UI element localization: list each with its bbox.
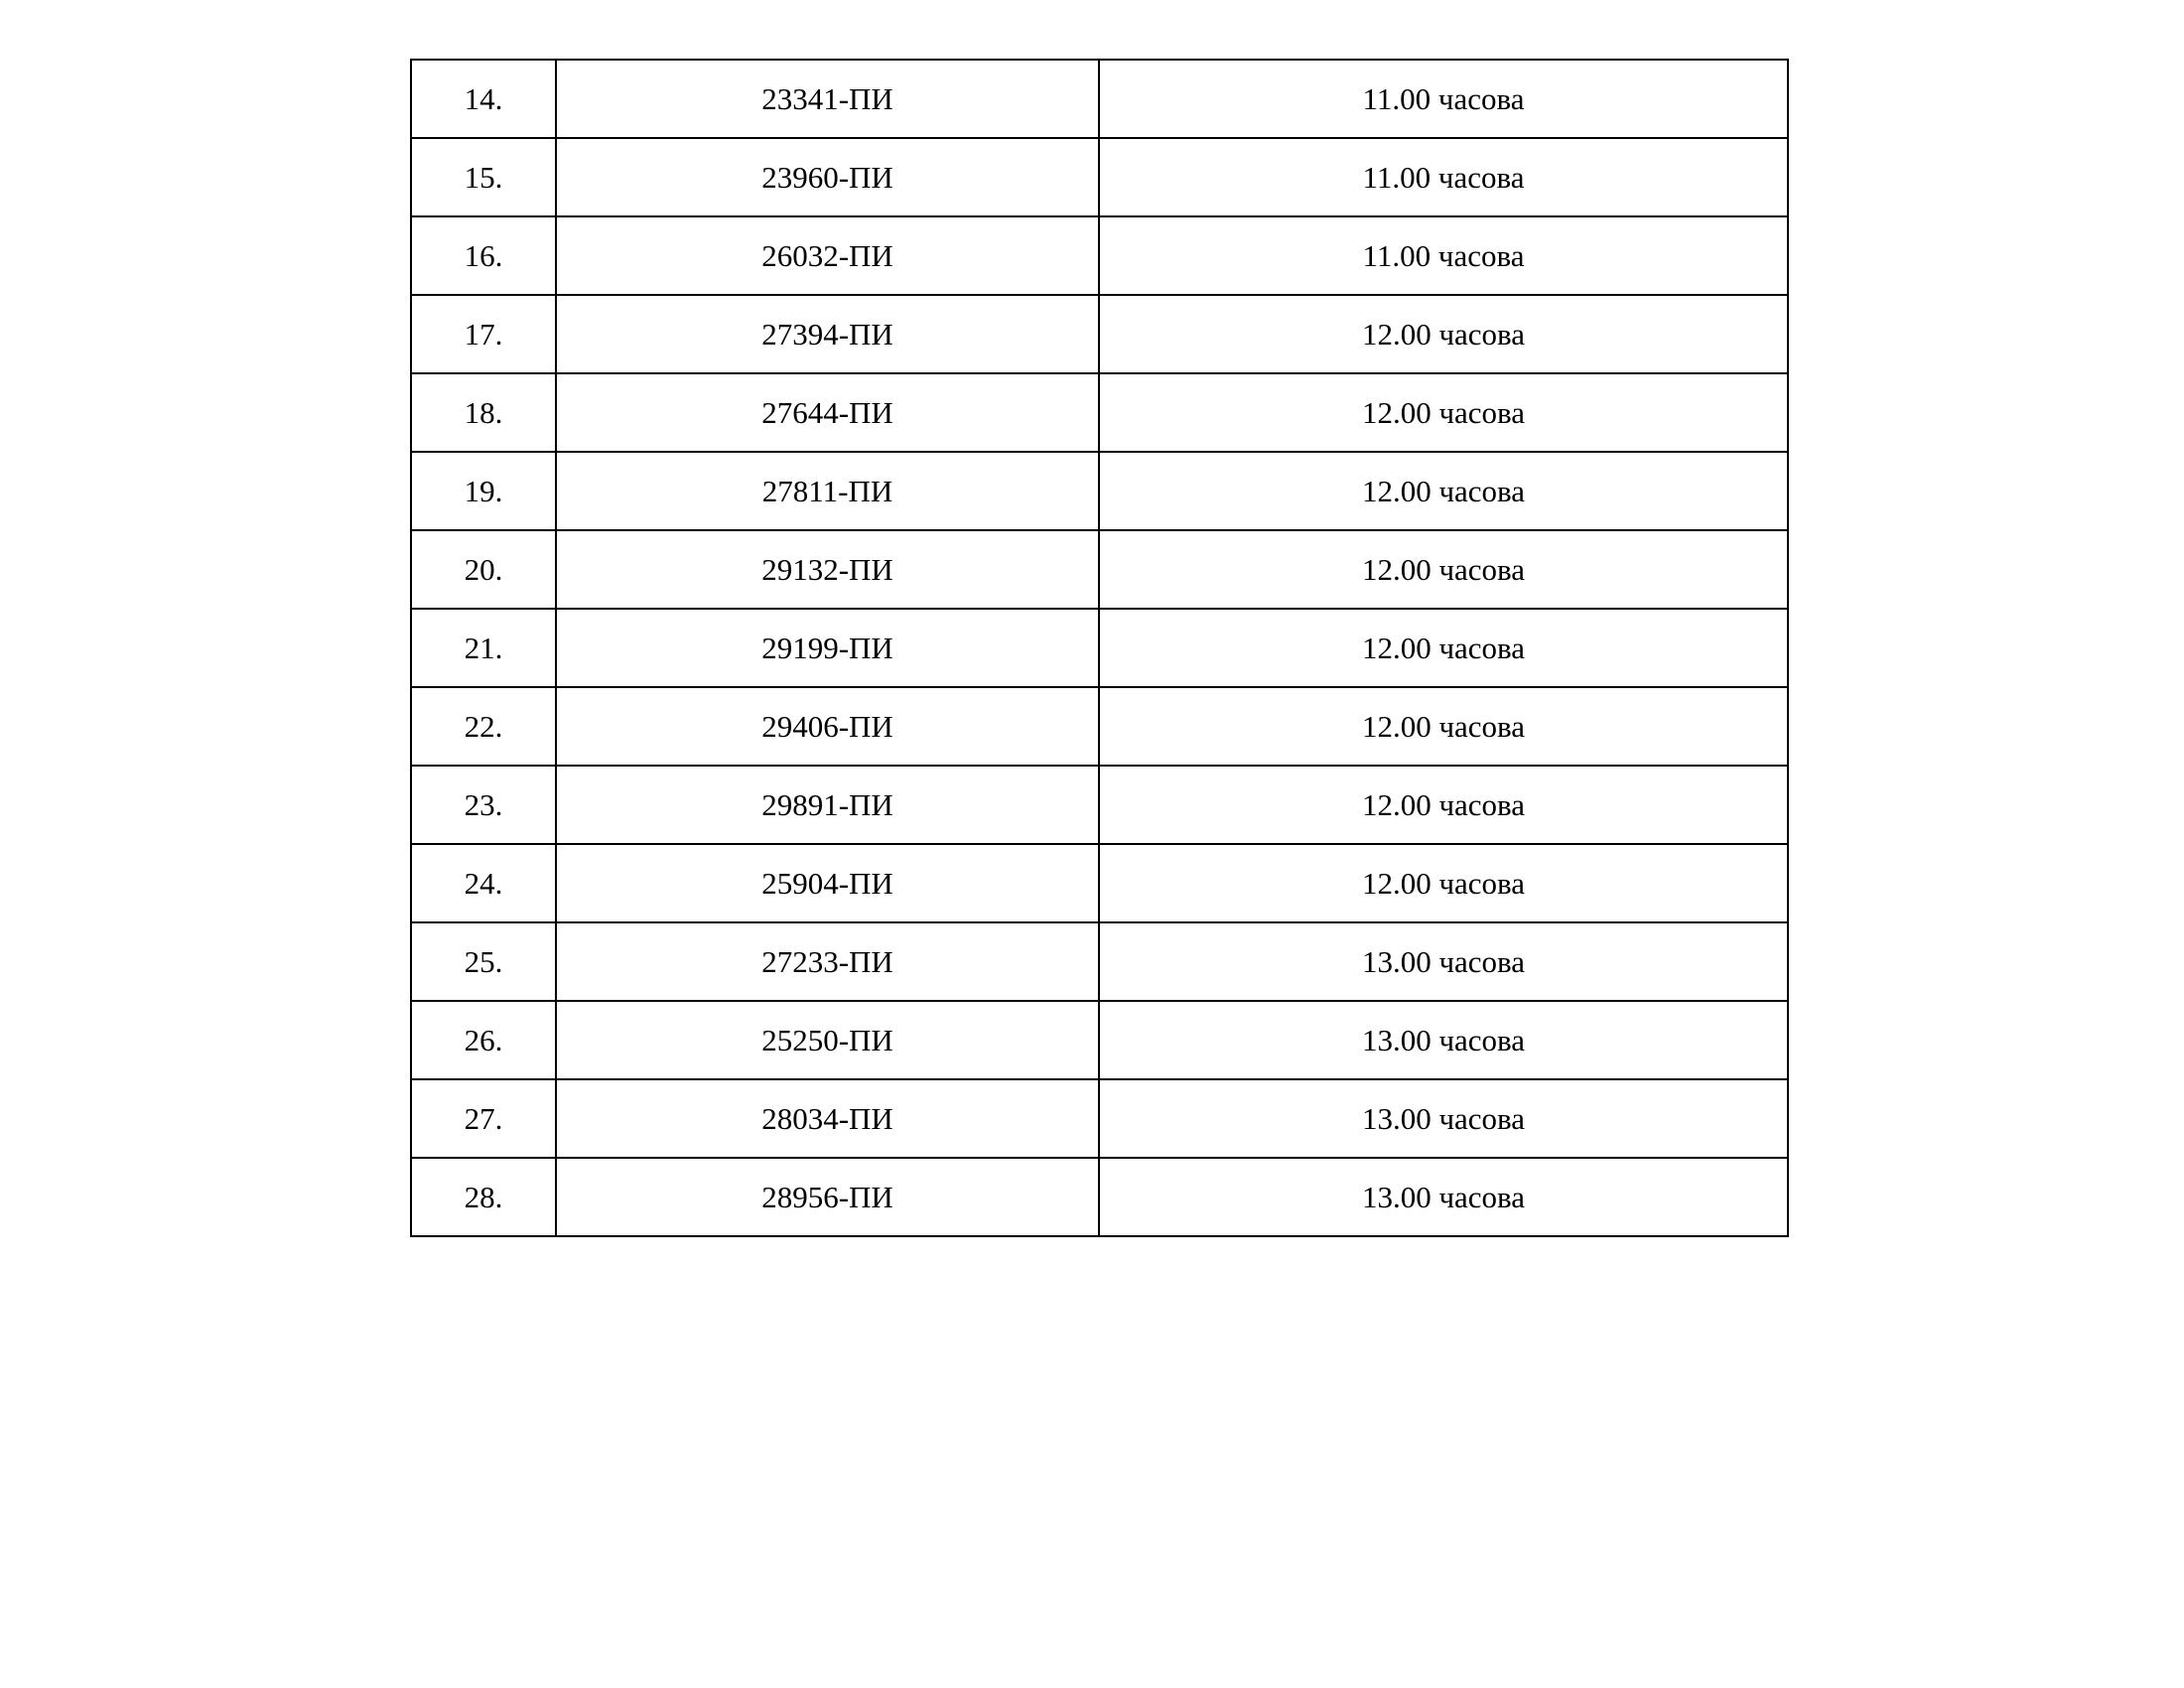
application-id-cell: 27811-ПИ <box>556 452 1099 530</box>
time-cell: 13.00 часова <box>1099 922 1788 1001</box>
time-cell: 12.00 часова <box>1099 609 1788 687</box>
row-number-cell: 26. <box>411 1001 556 1079</box>
time-cell: 12.00 часова <box>1099 687 1788 766</box>
time-cell: 12.00 часова <box>1099 452 1788 530</box>
application-id-cell: 28034-ПИ <box>556 1079 1099 1158</box>
application-id-cell: 29406-ПИ <box>556 687 1099 766</box>
row-number-cell: 22. <box>411 687 556 766</box>
application-id-cell: 27233-ПИ <box>556 922 1099 1001</box>
table-row <box>411 687 1788 766</box>
table-row <box>411 922 1788 1001</box>
time-cell: 11.00 часова <box>1099 216 1788 295</box>
row-number-cell: 23. <box>411 766 556 844</box>
application-id-cell: 27644-ПИ <box>556 373 1099 452</box>
table-row <box>411 844 1788 922</box>
table-row <box>411 452 1788 530</box>
application-id-cell: 29199-ПИ <box>556 609 1099 687</box>
row-number-cell: 27. <box>411 1079 556 1158</box>
application-id-cell: 23960-ПИ <box>556 138 1099 216</box>
application-id-cell: 25250-ПИ <box>556 1001 1099 1079</box>
application-id-cell: 29132-ПИ <box>556 530 1099 609</box>
application-id-cell: 26032-ПИ <box>556 216 1099 295</box>
row-number-cell: 14. <box>411 60 556 138</box>
time-cell: 12.00 часова <box>1099 373 1788 452</box>
row-number-cell: 16. <box>411 216 556 295</box>
table-row <box>411 766 1788 844</box>
schedule-table <box>410 59 1789 1237</box>
application-id-cell: 25904-ПИ <box>556 844 1099 922</box>
table-row <box>411 1079 1788 1158</box>
application-id-cell: 29891-ПИ <box>556 766 1099 844</box>
row-number-cell: 28. <box>411 1158 556 1236</box>
row-number-cell: 19. <box>411 452 556 530</box>
time-cell: 13.00 часова <box>1099 1079 1788 1158</box>
time-cell: 12.00 часова <box>1099 844 1788 922</box>
table-row <box>411 609 1788 687</box>
time-cell: 13.00 часова <box>1099 1158 1788 1236</box>
row-number-cell: 24. <box>411 844 556 922</box>
row-number-cell: 17. <box>411 295 556 373</box>
table-row <box>411 373 1788 452</box>
time-cell: 12.00 часова <box>1099 766 1788 844</box>
table-row <box>411 295 1788 373</box>
application-id-cell: 27394-ПИ <box>556 295 1099 373</box>
time-cell: 11.00 часова <box>1099 60 1788 138</box>
time-cell: 12.00 часова <box>1099 530 1788 609</box>
table-row <box>411 60 1788 138</box>
table-row <box>411 1001 1788 1079</box>
table-row <box>411 216 1788 295</box>
row-number-cell: 20. <box>411 530 556 609</box>
application-id-cell: 23341-ПИ <box>556 60 1099 138</box>
table-row <box>411 1158 1788 1236</box>
table-row <box>411 138 1788 216</box>
time-cell: 11.00 часова <box>1099 138 1788 216</box>
row-number-cell: 25. <box>411 922 556 1001</box>
time-cell: 13.00 часова <box>1099 1001 1788 1079</box>
row-number-cell: 18. <box>411 373 556 452</box>
schedule-table-body <box>411 60 1788 1236</box>
row-number-cell: 15. <box>411 138 556 216</box>
application-id-cell: 28956-ПИ <box>556 1158 1099 1236</box>
table-row <box>411 530 1788 609</box>
time-cell: 12.00 часова <box>1099 295 1788 373</box>
row-number-cell: 21. <box>411 609 556 687</box>
